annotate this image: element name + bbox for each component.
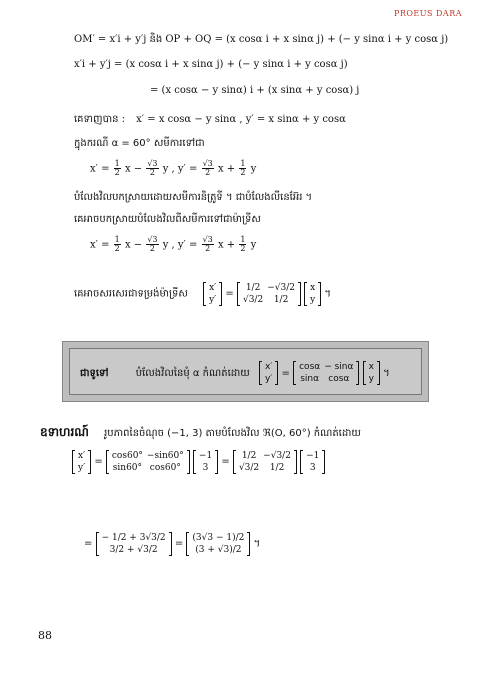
- ex-step-matrix: − 1/2 + 3√3/2 3/2 + √3/2: [96, 532, 172, 556]
- general-rule-box: [62, 341, 429, 402]
- equation-line-6: [90, 160, 256, 178]
- y-end: y: [250, 163, 257, 175]
- example-computation-1: x′ y′ = cos60° −sin60° sin60° cos60° −1 3 = 1/2 −√3/2 √3/2 1/2 −1 3: [72, 450, 325, 474]
- ex-rot-numeric: 1/2 −√3/2 √3/2 1/2: [233, 450, 297, 474]
- fraction-half-2: $\frac{1}{2}$: [240, 159, 246, 178]
- matrix-form-label: គេអាចសរសេរជាទម្រង់ម៉ាទ្រីស: [74, 288, 188, 300]
- matrix-xy: x y: [304, 282, 321, 306]
- matrix-rot60-numeric: 1/2 −√3/2 √3/2 1/2: [237, 282, 301, 306]
- matrix-lhs: x′ y′: [203, 282, 222, 306]
- deduce-label: គេទាញបាន :: [74, 114, 125, 125]
- text-line-8: គេអាចបកស្រាយបំលែងវិលពីសមីការទៅជាម៉ាទ្រីស: [74, 214, 261, 225]
- example-label: ឧទាហរណ៍: [40, 425, 89, 439]
- example-computation-2: = − 1/2 + 3√3/2 3/2 + √3/2 = (3√3 − 1)/2 (3 + √3)/2 ។: [84, 533, 261, 555]
- ex-vec-2: −1 3: [300, 450, 325, 474]
- y-sep: y , y′ =: [162, 163, 198, 175]
- box-matrix-rhs: x y: [363, 361, 380, 385]
- case-line: ក្នុងករណី α = 60° សមីការទៅជា: [74, 138, 205, 149]
- ex-vec: −1 3: [193, 450, 218, 474]
- equation-line-2: x′i + y′j = (x cosα i + x sinα j) + (− y sinα i + y cosα j): [74, 59, 348, 70]
- x-minus: x −: [124, 163, 143, 175]
- fraction-half: $\frac{1}{2}$: [114, 159, 120, 178]
- fraction-root3-half: $\frac{√3}{2}$: [147, 159, 158, 178]
- box-matrix-lhs: x′ y′: [259, 361, 278, 385]
- general-title: ជាទូទៅ: [80, 368, 109, 379]
- author-header: PROEUS DARA: [393, 9, 462, 18]
- x-prime-label: x′ =: [90, 163, 110, 175]
- fraction-root3-half-2: $\frac{√3}{2}$: [202, 159, 213, 178]
- general-rule-inner: [69, 348, 422, 395]
- x-plus: x +: [217, 163, 236, 175]
- rotation-equations: x′ = x cosα − y sinα , y′ = x sinα + y cosα: [136, 114, 346, 125]
- equation-line-4: [74, 112, 346, 127]
- ex-result-matrix: (3√3 − 1)/2 (3 + √3)/2: [186, 532, 250, 556]
- example-text: រូបភាពនៃចំណុច (−1, 3) តាមបំលែងវិល ℜ(O, 60°) កំណត់ដោយ: [104, 428, 361, 439]
- equation-line-9: x′ = $\frac{1}{2}$ x − $\frac{√3}{2}$ y , y′ = $\frac{√3}{2}$ x + $\frac{1}{2}$ y: [90, 235, 257, 254]
- equation-line-1: OM′ = x′i + y′j និង OP + OQ = (x cosα i + x sinα j) + (− y sinα i + y cosα j): [74, 34, 449, 45]
- text-line-7: បំលែងវិលបកស្រាយដោយសមីការនិត្រូទី ។ ជាបំលែងលីនេអ៊ែរ ។: [74, 192, 313, 203]
- box-rotation-matrix: cosα − sinα sinα cosα: [293, 361, 359, 385]
- matrix-form-line: គេអាចសរសេរជាទម្រង់ម៉ាទ្រីស x′ y′ = 1/2 −√3/2 √3/2 1/2 x y ។: [74, 283, 332, 305]
- example-line: [40, 424, 361, 442]
- general-rule-content: ជាទូទៅ បំលែងវិលនៃមុំ α កំណត់ដោយ x′ y′ = cosα − sinα sinα cosα x y ។: [80, 362, 390, 384]
- page-number: 88: [38, 629, 52, 642]
- ex-lhs: x′ y′: [72, 450, 91, 474]
- equation-line-3: = (x cosα − y sinα) i + (x sinα + y cosα) j: [150, 85, 360, 96]
- ex-rot60: cos60° −sin60° sin60° cos60°: [106, 450, 190, 474]
- general-text: បំលែងវិលនៃមុំ α កំណត់ដោយ: [135, 368, 250, 379]
